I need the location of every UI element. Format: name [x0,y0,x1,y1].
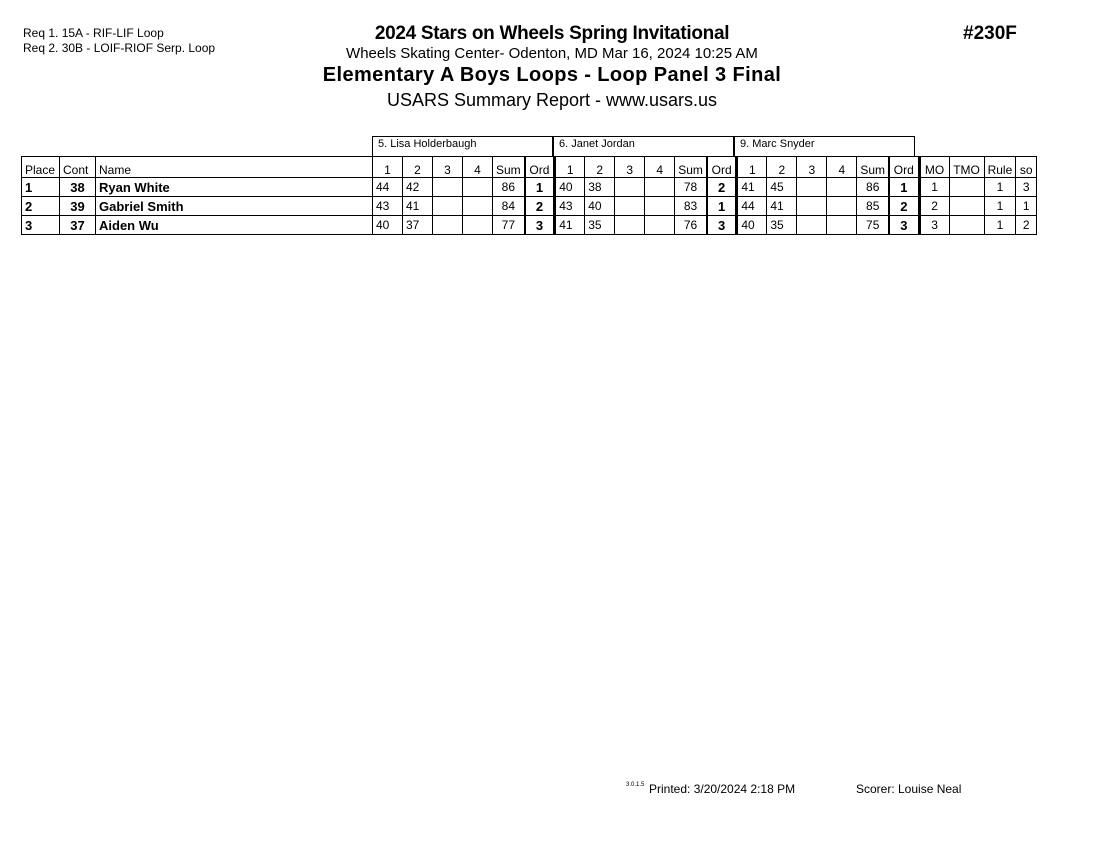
mo-cell: 1 [919,178,949,197]
judge-3-ordinal: 1 [889,178,919,197]
tmo-cell [949,178,984,197]
col-j1-s2: 2 [403,157,433,178]
judge-3-score-4 [827,216,857,235]
judge-2-ordinal: 1 [707,197,737,216]
col-mo: MO [919,157,949,178]
skater-name-cell: Gabriel Smith [96,197,373,216]
judge-1-sum: 86 [493,178,525,197]
mo-cell: 2 [919,197,949,216]
so-cell: 2 [1016,216,1037,235]
judge-3-sum: 85 [857,197,889,216]
judge-1-score-4 [463,178,493,197]
col-j3-sum: Sum [857,157,889,178]
judge-3-score-3 [797,197,827,216]
judge-3-score-3 [797,178,827,197]
judge-3-score-3 [797,216,827,235]
col-j2-s3: 3 [615,157,645,178]
judge-1-score-2: 37 [403,216,433,235]
judge-1-score-3 [433,216,463,235]
col-rule: Rule [984,157,1016,178]
judge-1-ordinal: 2 [525,197,555,216]
judge-3-score-1: 44 [737,197,767,216]
judge-1-sum: 84 [493,197,525,216]
col-j2-s4: 4 [645,157,675,178]
judge-1-score-1: 40 [373,216,403,235]
col-so: so [1016,157,1037,178]
judge-1-score-2: 41 [403,197,433,216]
judge-1-ordinal: 1 [525,178,555,197]
table-row [22,216,1037,235]
table-row [22,197,1037,216]
rule-cell: 1 [984,197,1016,216]
so-cell: 1 [1016,197,1037,216]
header-row [22,157,1037,178]
col-j1-s1: 1 [373,157,403,178]
cont-cell: 38 [60,178,96,197]
judge-1-score-4 [463,197,493,216]
skater-name-cell: Ryan White [96,178,373,197]
col-j3-ord: Ord [889,157,919,178]
printed-timestamp: Printed: 3/20/2024 2:18 PM [649,782,796,796]
requirement-1: Req 1. 15A - RIF-LIF Loop [23,26,164,40]
col-j2-s1: 1 [555,157,585,178]
col-j1-s4: 4 [463,157,493,178]
col-j1-s3: 3 [433,157,463,178]
judge-3-score-4 [827,197,857,216]
col-j3-s4: 4 [827,157,857,178]
cont-cell: 39 [60,197,96,216]
place-cell: 2 [22,197,60,216]
judge-1-sum: 77 [493,216,525,235]
judge-3-score-1: 40 [737,216,767,235]
skater-name-cell: Aiden Wu [96,216,373,235]
judge-1-score-4 [463,216,493,235]
judge-3-sum: 75 [857,216,889,235]
requirement-2: Req 2. 30B - LOIF-RIOF Serp. Loop [23,41,216,55]
location-date: Wheels Skating Center- Odenton, MD Mar 16, 2024 10:25 AM [346,45,758,62]
judge-2-sum: 78 [675,178,707,197]
report-subtitle: USARS Summary Report - www.usars.us [386,90,718,110]
judge-2-score-4 [645,178,675,197]
judge-2-ordinal: 3 [707,216,737,235]
judge-1-score-3 [433,197,463,216]
col-place: Place [22,157,60,178]
rule-cell: 1 [984,216,1016,235]
rule-cell: 1 [984,178,1016,197]
judge-header-1: 5. Lisa Holderbaugh [372,136,553,156]
mo-cell: 3 [919,216,949,235]
judge-header-3: 9. Marc Snyder [734,136,915,156]
judge-header-2: 6. Janet Jordan [553,136,734,156]
results-table [21,156,1037,235]
judge-3-score-2: 35 [767,216,797,235]
col-j1-ord: Ord [525,157,555,178]
judge-2-sum: 76 [675,216,707,235]
table-row [22,178,1037,197]
cont-cell: 37 [60,216,96,235]
judge-1-score-3 [433,178,463,197]
col-j3-s2: 2 [767,157,797,178]
col-j3-s1: 1 [737,157,767,178]
judge-1-score-1: 43 [373,197,403,216]
tmo-cell [949,216,984,235]
judge-3-score-1: 41 [737,178,767,197]
col-j1-sum: Sum [493,157,525,178]
judge-3-score-4 [827,178,857,197]
judge-2-score-2: 35 [585,216,615,235]
judge-2-score-4 [645,197,675,216]
judge-2-score-3 [615,178,645,197]
judge-3-ordinal: 3 [889,216,919,235]
so-cell: 3 [1016,178,1037,197]
col-cont: Cont [60,157,96,178]
judge-2-score-1: 43 [555,197,585,216]
judge-2-score-1: 40 [555,178,585,197]
scorer-name: Scorer: Louise Neal [856,782,962,796]
judge-1-score-1: 44 [373,178,403,197]
col-j3-s3: 3 [797,157,827,178]
judge-2-score-1: 41 [555,216,585,235]
col-j2-s2: 2 [585,157,615,178]
judge-3-ordinal: 2 [889,197,919,216]
event-name: Elementary A Boys Loops - Loop Panel 3 Final [322,64,782,86]
report-title: 2024 Stars on Wheels Spring Invitational [374,23,730,44]
judge-2-score-4 [645,216,675,235]
judge-1-score-2: 42 [403,178,433,197]
col-j2-ord: Ord [707,157,737,178]
col-tmo: TMO [949,157,984,178]
judge-2-score-2: 38 [585,178,615,197]
col-name: Name [96,157,373,178]
version-mark: 3.0.1.5 [626,782,645,788]
judge-2-score-2: 40 [585,197,615,216]
judge-3-score-2: 41 [767,197,797,216]
judge-3-score-2: 45 [767,178,797,197]
judge-2-sum: 83 [675,197,707,216]
place-cell: 3 [22,216,60,235]
judge-1-ordinal: 3 [525,216,555,235]
place-cell: 1 [22,178,60,197]
judge-2-score-3 [615,216,645,235]
event-number: #230F [963,23,1017,44]
tmo-cell [949,197,984,216]
judge-2-ordinal: 2 [707,178,737,197]
judge-2-score-3 [615,197,645,216]
col-j2-sum: Sum [675,157,707,178]
judge-3-sum: 86 [857,178,889,197]
